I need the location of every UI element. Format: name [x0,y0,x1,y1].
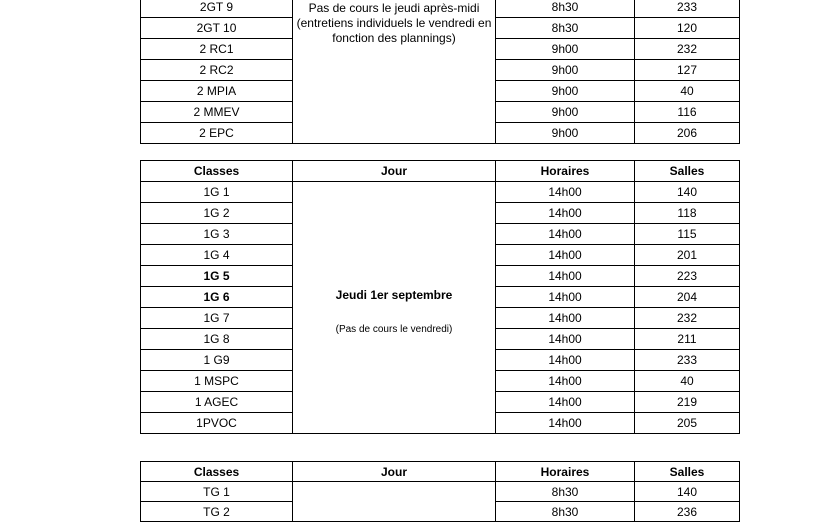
schedule-table-premiere [140,160,740,434]
time-cell: 14h00 [496,350,635,371]
class-cell: 1G 3 [141,224,293,245]
time-cell: 14h00 [496,224,635,245]
room-cell: 115 [635,224,740,245]
schedule-table-terminale [140,461,740,522]
room-cell: 211 [635,329,740,350]
class-cell: 2 EPC [141,123,293,144]
class-cell: 1G 2 [141,203,293,224]
room-cell: 120 [635,18,740,39]
class-cell: TG 1 [141,482,293,502]
room-cell: 127 [635,60,740,81]
header-salles: Salles [635,161,740,182]
room-cell: 206 [635,123,740,144]
room-cell: 205 [635,413,740,434]
class-cell: 1 AGEC [141,392,293,413]
time-cell: 14h00 [496,308,635,329]
time-cell: 8h30 [496,502,635,522]
class-cell: 1G 4 [141,245,293,266]
room-cell: 118 [635,203,740,224]
day-note-cell: Pas de cours le jeudi après-midi (entretiens individuels le vendredi en fonction des plannings) [293,0,496,144]
room-cell: 236 [635,502,740,522]
header-jour: Jour [293,462,496,482]
room-cell: 233 [635,0,740,18]
time-cell: 9h00 [496,81,635,102]
room-cell: 140 [635,482,740,502]
header-jour: Jour [293,161,496,182]
table-header-row [141,462,740,482]
room-cell: 40 [635,81,740,102]
header-salles: Salles [635,462,740,482]
class-cell: 1G 5 [141,266,293,287]
class-cell: 1 MSPC [141,371,293,392]
table-header-row [141,161,740,182]
header-horaires: Horaires [496,462,635,482]
room-cell: 233 [635,350,740,371]
class-cell: 1G 7 [141,308,293,329]
time-cell: 14h00 [496,203,635,224]
class-cell: 2GT 10 [141,18,293,39]
class-cell: 2 MPIA [141,81,293,102]
time-cell: 14h00 [496,371,635,392]
class-cell: 2 RC1 [141,39,293,60]
table-row [141,482,740,502]
time-cell: 8h30 [496,0,635,18]
table-row [141,182,740,203]
time-cell: 14h00 [496,182,635,203]
time-cell: 9h00 [496,102,635,123]
class-cell: 2 RC2 [141,60,293,81]
day-label: Jeudi 1er septembre [335,287,453,302]
table-row [141,0,740,18]
room-cell: 40 [635,371,740,392]
room-cell: 204 [635,287,740,308]
room-cell: 140 [635,182,740,203]
room-cell: 219 [635,392,740,413]
room-cell: 232 [635,39,740,60]
time-cell: 14h00 [496,413,635,434]
header-horaires: Horaires [496,161,635,182]
class-cell: 2GT 9 [141,0,293,18]
schedule-table-seconde [140,0,740,144]
room-cell: 232 [635,308,740,329]
time-cell: 14h00 [496,266,635,287]
time-cell: 9h00 [496,60,635,81]
time-cell: 14h00 [496,392,635,413]
class-cell: 2 MMEV [141,102,293,123]
class-cell: 1G 6 [141,287,293,308]
room-cell: 223 [635,266,740,287]
class-cell: TG 2 [141,502,293,522]
class-cell: 1G 1 [141,182,293,203]
day-cell [293,182,496,434]
room-cell: 116 [635,102,740,123]
time-cell: 8h30 [496,482,635,502]
class-cell: 1 G9 [141,350,293,371]
room-cell: 201 [635,245,740,266]
header-classes: Classes [141,161,293,182]
day-note: (Pas de cours le vendredi) [335,323,453,335]
time-cell: 9h00 [496,39,635,60]
time-cell: 8h30 [496,18,635,39]
header-classes: Classes [141,462,293,482]
time-cell: 14h00 [496,329,635,350]
time-cell: 14h00 [496,287,635,308]
class-cell: 1G 8 [141,329,293,350]
time-cell: 9h00 [496,123,635,144]
time-cell: 14h00 [496,245,635,266]
class-cell: 1PVOC [141,413,293,434]
